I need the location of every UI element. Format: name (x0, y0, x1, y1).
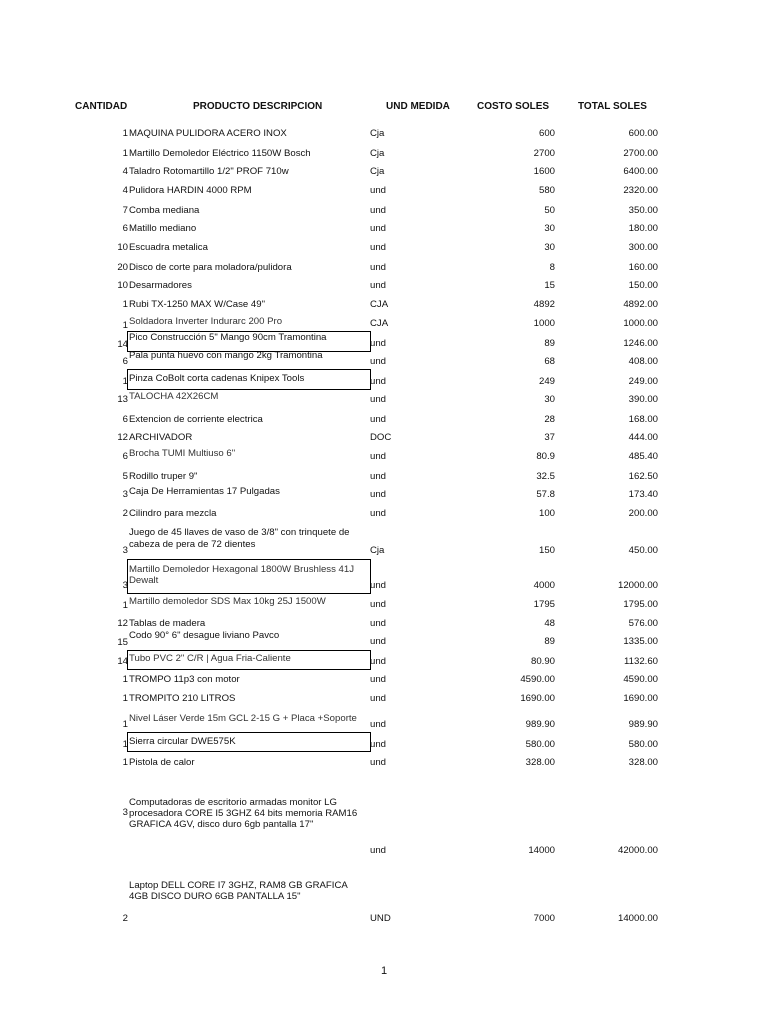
description: TROMPO 11p3 con motor (129, 674, 240, 685)
description: Brocha TUMI Multiuso 6" (129, 448, 236, 459)
description: Soldadora Inverter Indurarc 200 Pro (129, 316, 283, 327)
total: 1795.00 (623, 599, 658, 610)
description: Martillo Demoledor Hexagonal 1800W Brushless 41J Dewalt (129, 564, 355, 586)
qty: 10 (117, 280, 128, 291)
cost: 30 (544, 223, 555, 234)
unit: und (370, 618, 387, 629)
unit: Cja (370, 166, 385, 177)
cost: 1690.00 (520, 693, 555, 704)
qty: 4 (122, 166, 128, 177)
unit: DOC (370, 432, 392, 443)
unit: und (370, 719, 387, 730)
total: 1335.00 (623, 636, 658, 647)
total: 300.00 (628, 242, 658, 253)
cost: 4590.00 (520, 674, 555, 685)
total: 2320.00 (623, 185, 658, 196)
qty: 1 (122, 148, 128, 159)
qty: 6 (122, 451, 128, 462)
unit: und (370, 356, 387, 367)
description: Pulidora HARDIN 4000 RPM (129, 185, 252, 196)
unit: und (370, 185, 387, 196)
total: 4590.00 (623, 674, 658, 685)
total: 1132.60 (624, 656, 658, 667)
total: 42000.00 (617, 845, 658, 856)
qty: 6 (122, 223, 128, 234)
cost: 28 (544, 414, 555, 425)
total: 1246.00 (623, 338, 658, 349)
qty: 15 (117, 637, 128, 648)
cost: 80.90 (530, 656, 555, 667)
total: 576.00 (628, 618, 658, 629)
qty: 1 (122, 299, 128, 310)
header-unidad: UND MEDIDA (386, 101, 450, 112)
qty: 1 (122, 757, 128, 768)
cost: 50 (544, 205, 555, 216)
description: Disco de corte para moladora/pulidora (129, 262, 292, 273)
description: Martillo demoledor SDS Max 10kg 25J 1500W (129, 596, 326, 607)
header-cantidad: CANTIDAD (75, 101, 128, 112)
qty: 1 (122, 739, 128, 750)
description: Cilindro para mezcla (129, 508, 217, 519)
description: Juego de 45 llaves de vaso de 3/8" con trinquete de cabeza de pera de 72 dientes (129, 527, 350, 550)
description: Rubi TX-1250 MAX W/Case 49" (129, 299, 265, 310)
total: 2700.00 (623, 148, 658, 159)
total: 580.00 (628, 739, 658, 750)
cost: 8 (549, 262, 555, 273)
qty: 14 (117, 339, 128, 350)
total: 6400.00 (623, 166, 658, 177)
description: Laptop DELL CORE I7 3GHZ, RAM8 GB GRAFICA 4GB DISCO DURO 6GB PANTALLA 15" (129, 880, 348, 902)
total: 350.00 (628, 205, 658, 216)
header-producto: PRODUCTO DESCRIPCION (193, 101, 323, 112)
description: Tablas de madera (129, 618, 206, 629)
total: 160.00 (628, 262, 658, 273)
unit: und (370, 451, 387, 462)
unit: und (370, 656, 387, 667)
cost: 328.00 (525, 757, 555, 768)
total: 249.00 (628, 376, 658, 387)
unit: und (370, 242, 387, 253)
qty: 5 (122, 471, 128, 482)
total: 200.00 (628, 508, 658, 519)
qty: 12 (117, 618, 128, 629)
total: 408.00 (628, 356, 658, 367)
unit: und (370, 739, 387, 750)
description: Martillo Demoledor Eléctrico 1150W Bosch (129, 148, 311, 159)
cost: 80.9 (536, 451, 555, 462)
qty: 1 (122, 320, 128, 331)
qty: 6 (122, 414, 128, 425)
cost: 89 (544, 338, 555, 349)
cost: 1600 (533, 166, 555, 177)
description: TROMPITO 210 LITROS (129, 693, 236, 704)
qty: 2 (122, 913, 128, 924)
total: 180.00 (628, 223, 658, 234)
unit: und (370, 580, 387, 591)
header-total: TOTAL SOLES (578, 101, 647, 112)
unit: und (370, 599, 387, 610)
unit: und (370, 471, 387, 482)
unit: Cja (370, 148, 385, 159)
qty: 1 (122, 128, 128, 139)
cost: 15 (544, 280, 555, 291)
cost: 14000 (528, 845, 555, 856)
total: 4892.00 (623, 299, 658, 310)
description: MAQUINA PULIDORA ACERO INOX (129, 128, 287, 139)
description: Pinza CoBolt corta cadenas Knipex Tools (129, 373, 305, 384)
cost: 4892 (533, 299, 555, 310)
qty: 13 (117, 394, 128, 405)
unit: und (370, 262, 387, 273)
qty: 1 (122, 693, 128, 704)
cost: 1795 (533, 599, 555, 610)
total: 173.40 (628, 489, 658, 500)
description: Extencion de corriente electrica (129, 414, 263, 425)
cost: 57.8 (536, 489, 555, 500)
description: Matillo mediano (129, 223, 197, 234)
qty: 3 (122, 545, 128, 556)
unit: Cja (370, 545, 385, 556)
total: 12000.00 (617, 580, 658, 591)
total: 600.00 (628, 128, 658, 139)
unit: und (370, 223, 387, 234)
description: TALOCHA 42X26CM (129, 391, 219, 402)
total: 989.90 (628, 719, 658, 730)
total: 328.00 (628, 757, 658, 768)
cost: 150 (538, 545, 555, 556)
description: Desarmadores (129, 280, 192, 291)
qty: 14 (117, 656, 128, 667)
unit: CJA (370, 299, 389, 310)
description: Computadoras de escritorio armadas monitor LG procesadora CORE I5 3GHZ 64 bits memoria RAM16 GRAFICA 4GV, disco duro 6gb pantalla 17" (129, 797, 358, 830)
unit: CJA (370, 318, 389, 329)
qty: 3 (122, 580, 128, 591)
cost: 68 (544, 356, 555, 367)
description: Pala punta huevo con mango 2kg Tramontina (129, 350, 323, 361)
unit: und (370, 693, 387, 704)
page-number: 1 (380, 965, 388, 977)
qty: 20 (117, 262, 128, 273)
unit: und (370, 845, 387, 856)
total: 390.00 (628, 394, 658, 405)
qty: 3 (122, 489, 128, 500)
unit: und (370, 394, 387, 405)
description: Caja De Herramientas 17 Pulgadas (129, 486, 280, 497)
qty: 1 (122, 376, 128, 387)
unit: und (370, 757, 387, 768)
cost: 249 (538, 376, 555, 387)
cost: 32.5 (536, 471, 555, 482)
qty: 4 (122, 185, 128, 196)
description: Sierra circular DWE575K (129, 736, 236, 747)
total: 150.00 (628, 280, 658, 291)
unit: UND (370, 913, 391, 924)
total: 162.50 (628, 471, 658, 482)
total: 1690.00 (623, 693, 658, 704)
total: 1000.00 (623, 318, 658, 329)
unit: und (370, 338, 387, 349)
qty: 1 (122, 719, 128, 730)
cost: 1000 (533, 318, 555, 329)
unit: und (370, 508, 387, 519)
qty: 1 (122, 674, 128, 685)
description: Comba mediana (129, 205, 200, 216)
description: Escuadra metalica (129, 242, 208, 253)
description: Nivel Láser Verde 15m GCL 2-15 G + Placa +Soporte (129, 713, 357, 724)
unit: und (370, 636, 387, 647)
total: 450.00 (628, 545, 658, 556)
cost: 4000 (533, 580, 555, 591)
cost: 580 (538, 185, 555, 196)
qty: 12 (117, 432, 128, 443)
cost: 600 (538, 128, 555, 139)
cost: 580.00 (525, 739, 555, 750)
description: Taladro Rotomartillo 1/2" PROF 710w (129, 166, 289, 177)
cost: 89 (544, 636, 555, 647)
description: Tubo PVC 2" C/R | Agua Fria-Caliente (129, 653, 291, 664)
cost: 37 (544, 432, 555, 443)
unit: und (370, 489, 387, 500)
cost: 30 (544, 394, 555, 405)
qty: 1 (122, 600, 128, 611)
unit: und (370, 376, 387, 387)
total: 485.40 (628, 451, 658, 462)
cost: 2700 (533, 148, 555, 159)
qty: 7 (122, 205, 128, 216)
unit: und (370, 280, 387, 291)
description: Rodillo truper 9" (129, 471, 198, 482)
total: 14000.00 (617, 913, 658, 924)
unit: und (370, 205, 387, 216)
cost: 30 (544, 242, 555, 253)
cost: 989.90 (525, 719, 555, 730)
header-costo: COSTO SOLES (477, 101, 550, 112)
description: Pistola de calor (129, 757, 195, 768)
unit: und (370, 674, 387, 685)
cost: 7000 (533, 913, 555, 924)
unit: und (370, 414, 387, 425)
qty: 2 (122, 508, 128, 519)
total: 444.00 (628, 432, 658, 443)
qty: 3 (122, 807, 128, 818)
qty: 6 (122, 356, 128, 367)
qty: 10 (117, 242, 128, 253)
description: ARCHIVADOR (129, 432, 193, 443)
cost: 48 (544, 618, 555, 629)
cost: 100 (538, 508, 555, 519)
description: Codo 90° 6" desague liviano Pavco (129, 630, 280, 641)
total: 168.00 (628, 414, 658, 425)
description: Pico Construcción 5" Mango 90cm Tramontina (129, 332, 327, 343)
unit: Cja (370, 128, 385, 139)
